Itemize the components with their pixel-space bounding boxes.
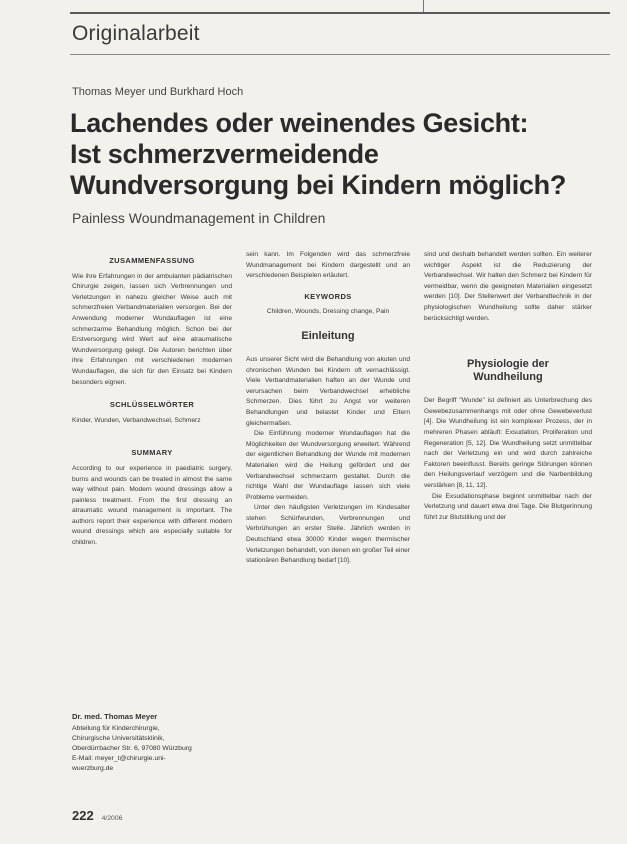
keywords-heading: KEYWORDS (304, 291, 352, 301)
title-line-2: Ist schmerzvermeidende (70, 139, 379, 169)
title-line-3: Wundversorgung bei Kindern möglich? (70, 170, 567, 200)
author-email-cont: wuerzburg.de (72, 765, 114, 772)
physiologie-heading-line-2: Wundheilung (473, 371, 543, 384)
page-number: 222 (72, 808, 94, 823)
einleitung-paragraph: Unter den häufigsten Verletzungen im Kindesalter stehen Schürfwunden, Verbrennungen und Verbrühungen an erster Stelle. Jährlich werden in Deutschland etwa 30000 Kinder wegen thermischer Verletzungen behandelt, von denen ein großer Teil einer stationären Behandlung bedarf [10]. (246, 504, 410, 565)
section-label: Originalarbeit (72, 22, 200, 45)
author-address-line: Oberdürrbacher Str. 6, 97080 Würzburg (72, 745, 192, 752)
title-line-1: Lachendes oder weinendes Gesicht: (70, 108, 529, 138)
einleitung-heading: Einleitung (301, 329, 355, 342)
article-subtitle: Painless Woundmanagement in Children (72, 210, 326, 226)
author-name: Dr. med. Thomas Meyer (72, 712, 158, 721)
article-title (70, 108, 610, 201)
schluesselwoerter-heading: SCHLÜSSELWÖRTER (109, 400, 195, 410)
column-3 (424, 250, 592, 523)
page-footer (72, 808, 122, 823)
schluesselwoerter-text: Kinder, Wunden, Verbandwechsel, Schmerz (72, 416, 201, 424)
article-authors: Thomas Meyer und Burkhard Hoch (72, 86, 244, 98)
column2-intro: sein kann. Im Folgenden wird das schmerzfreie Wundmanagement bei Kindern dargestellt und an verschiedenen Beispielen erläutert. (246, 251, 410, 280)
einleitung-paragraph: Aus unserer Sicht wird die Behandlung von akuten und chronischen Wunden bei Kindern oft vernachlässigt. Viele Verbandmaterialien haften an der Wunde und verursachen beim Verbandwechsel erhebliche Schmerzen. Dies führt zu Angst vor weiteren Behandlungen und belastet Kinder und Eltern gleichermaßen. (246, 355, 410, 427)
author-address-line: Abteilung für Kinderchirurgie, (72, 725, 160, 732)
einleitung-paragraph: Die Einführung moderner Wundauflagen hat die Möglichkeiten der Wundversorgung erweitert. Während der eigentlichen Behandlung der Wunde mit modernen Materialien wird die Heilung gefördert und der Verbandwechsel schmerzarm gestaltet. Durch die richtige Wahl der Wundauflage lassen sich viele Probleme vermeiden. (246, 430, 410, 501)
author-contact (72, 712, 232, 774)
author-email: E-Mail: meyer_t@chirurgie.uni- (72, 755, 166, 762)
physiologie-heading (424, 358, 592, 384)
summary-heading: SUMMARY (131, 448, 173, 458)
physiologie-paragraph: Der Begriff "Wunde" ist definiert als Unterbrechung des Gewebezusammenhangs mit oder ohne Gewebeverlust [4]. Die Wundheilung ist ein komplexer Prozess, der in mehreren Phasen abläuft: Exsudation, Proliferation und Regeneration [5, 12]. Die Wundheilung setzt unmittelbar nach der Verletzung ein und wird durch zahlreiche Faktoren beeinflusst. Bereits geringe Störungen können den Heilungsverlauf verzögern und die Narbenbildung verstärken [8, 11, 12]. (424, 397, 592, 489)
column3-intro: sind und deshalb behandelt werden sollten. Ein weiterer wichtiger Aspekt ist die Reduzierung der Verbandwechsel. Wir halten den Schmerz bei Kindern für vermeidbar, wenn die geeigneten Materialien eingesetzt werden [10]. Der Stellenwert der Verbandtechnik in der physiologischen Wundheilung sollte daher stärker berücksichtigt werden. (424, 251, 592, 322)
physiologie-paragraph: Die Exsudationsphase beginnt unmittelbar nach der Verletzung und dauert etwa drei Tage. Die Blutgerinnung führt zur Blutstillung und der (424, 492, 592, 521)
header-rule-bottom (70, 54, 610, 55)
column-1 (72, 250, 232, 549)
author-address-line: Chirurgische Universitätsklinik, (72, 735, 165, 742)
column-2 (246, 250, 410, 567)
zusammenfassung-heading: ZUSAMMENFASSUNG (109, 256, 195, 265)
summary-text: According to our experience in paediatric surgery, burns and wounds can be treated in almost the same way without pain. Modern wound dressings allow a painless treatment. From the first dressing an atraumatic wound management is important. The authors report their experience with different modern wound dressings which are especially suitable for children. (72, 464, 232, 547)
keywords-text: Children, Wounds, Dressing change, Pain (266, 308, 390, 316)
zusammenfassung-text: Wie ihre Erfahrungen in der ambulanten pädiatrischen Chirurgie zeigen, lassen sich Verbrennungen und Verletzungen in nahezu gleicher Weise auch mit schmerzfreien Verbandmaterialien versorgen. Bei der Anwendung moderner Wundauflagen ist eine schmerzarme Behandlung möglich. Schon bei der Erstversorgung wird Wert auf eine atraumatische Wundversorgung gelegt. Die Autoren berichten über ihre Erfahrungen mit verschiedenen modernen Wundauflagen, die sich für den Einsatz bei Kindern besonders eignen. (72, 272, 232, 386)
physiologie-heading-line-1: Physiologie der (467, 358, 549, 371)
journal-reference: 4/2006 (101, 815, 123, 822)
header-rule-top (70, 12, 610, 14)
